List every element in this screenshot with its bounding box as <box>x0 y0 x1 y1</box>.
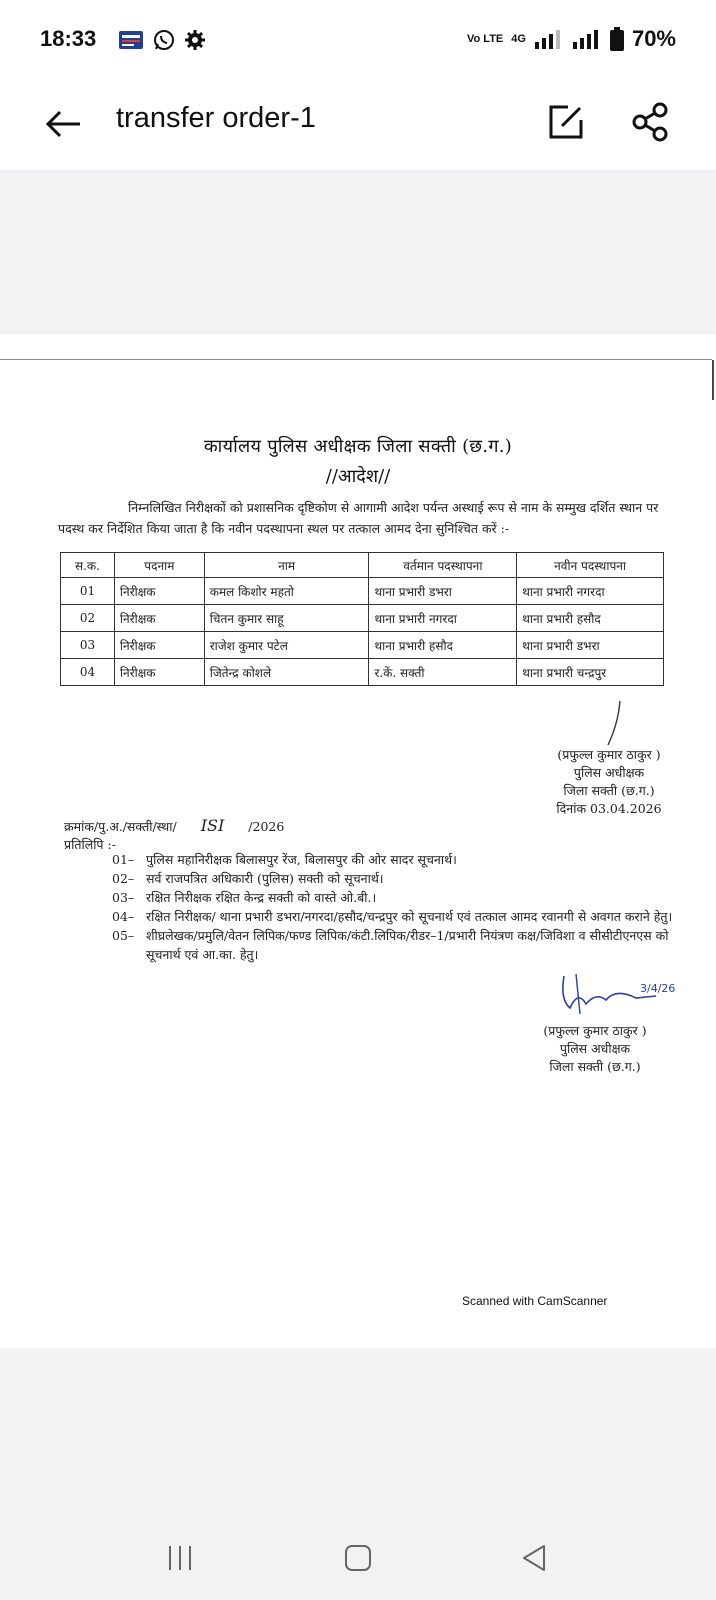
table-row <box>61 605 664 632</box>
settings-gear-icon <box>184 29 206 51</box>
list-item-number: 01– <box>112 852 135 867</box>
status-bar <box>0 0 716 80</box>
copy-label: प्रतिलिपि :- <box>64 837 116 852</box>
table-cell: र.कें. सक्ती <box>369 659 517 686</box>
list-item <box>112 850 682 869</box>
document-page[interactable] <box>0 334 716 1348</box>
signatory-designation: पुलिस अधीक्षक <box>559 1041 631 1056</box>
signatory-designation: पुलिस अधीक्षक <box>573 765 645 780</box>
list-item <box>112 907 682 926</box>
intro-text: निम्नलिखित निरीक्षकों को प्रशासनिक दृष्टिकोण से आगामी आदेश पर्यन्त अस्थाई रूप से नाम के सम्मुख दर्शित स्थान पर पदस्थ कर निर्देशित किया जाता है कि नवीन पदस्थापना स्थल पर तत्काल आमद देना सुनिश्चित करें :- <box>58 500 659 536</box>
list-item-text: रक्षित निरीक्षक रक्षित केन्द्र सक्ती को वास्ते ओ.बी.। <box>146 890 377 905</box>
list-item-text: शीघ्रलेखक/प्रमुलि/वेतन लिपिक/फण्ड लिपिक/कंटी.लिपिक/रीडर–1/प्रभारी नियंत्रण कक्ष/जिविशा व सीसीटीएनएस को सूचनार्थ एवं आ.का. हेतु। <box>146 928 669 962</box>
table-cell: थाना प्रभारी हसौद <box>517 605 664 632</box>
edit-icon[interactable] <box>546 102 586 142</box>
reference-year: /2026 <box>248 819 285 834</box>
reference-line <box>64 816 284 835</box>
table-cell: राजेश कुमार पटेल <box>204 632 369 659</box>
list-item-text: सर्व राजपत्रित अधिकारी (पुलिस) सक्ती को सूचनार्थ। <box>146 871 384 886</box>
office-heading: कार्यालय पुलिस अधीक्षक जिला सक्ती (छ.ग.) <box>203 436 513 457</box>
signature-stroke <box>600 699 630 749</box>
signatory-block-2 <box>520 1022 670 1076</box>
list-item-number: 05– <box>112 928 135 943</box>
app-bar <box>0 80 716 170</box>
table-cell: थाना प्रभारी चन्द्रपुर <box>517 659 664 686</box>
table-row <box>61 632 664 659</box>
table-header: पदनाम <box>114 553 204 578</box>
table-header: नवीन पदस्थापना <box>517 553 664 578</box>
back-triangle-icon[interactable] <box>516 1540 552 1576</box>
order-heading: //आदेश// <box>325 466 391 487</box>
signatory-name: (प्रफुल्ल कुमार ठाकुर ) <box>557 747 661 762</box>
table-cell: कमल किशोर महतो <box>204 578 369 605</box>
table-header: नाम <box>204 553 369 578</box>
table-row <box>61 659 664 686</box>
list-item <box>112 888 682 907</box>
recents-icon[interactable] <box>162 1540 198 1576</box>
list-item-text: रक्षित निरीक्षक/ थाना प्रभारी डभरा/नगरदा/हसौद/चन्द्रपुर को सूचनार्थ एवं तत्काल आमद रवानगी से अवगत कराने हेतु। <box>146 909 673 924</box>
scanner-watermark: Scanned with CamScanner <box>462 1294 608 1308</box>
table-cell: निरीक्षक <box>114 578 204 605</box>
scan-edge-line <box>0 359 712 360</box>
table-cell: थाना प्रभारी डभरा <box>517 632 664 659</box>
table-header: वर्तमान पदस्थापना <box>369 553 517 578</box>
table-row <box>61 578 664 605</box>
network-type: 4G <box>511 33 526 45</box>
table-header: स.क. <box>61 553 115 578</box>
whatsapp-icon <box>152 28 176 52</box>
table-cell: 04 <box>61 659 115 686</box>
notification-icons <box>118 28 206 52</box>
copy-list <box>112 850 682 964</box>
reference-number: ISI <box>200 816 225 835</box>
handwritten-signature <box>556 970 696 1020</box>
intro-paragraph <box>58 497 678 539</box>
signatory-district: जिला सक्ती (छ.ग.) <box>563 783 655 798</box>
table-cell: थाना प्रभारी हसौद <box>369 632 517 659</box>
list-item <box>112 926 682 964</box>
table-cell: निरीक्षक <box>114 605 204 632</box>
table-cell: थाना प्रभारी नगरदा <box>369 605 517 632</box>
arrow-left-icon[interactable] <box>42 102 86 146</box>
signature-date: 3/4/26 <box>640 982 676 995</box>
table-cell: निरीक्षक <box>114 632 204 659</box>
page-title: transfer order-1 <box>116 102 316 134</box>
list-item-number: 02– <box>112 871 135 886</box>
signatory-block-1 <box>534 746 684 818</box>
signal-icon <box>534 28 564 50</box>
system-indicators <box>467 26 676 52</box>
table-cell: जितेन्द्र कोशले <box>204 659 369 686</box>
transfer-table <box>60 552 664 686</box>
table-cell: चितन कुमार साहू <box>204 605 369 632</box>
scan-edge-mark <box>712 360 714 400</box>
signatory-name: (प्रफुल्ल कुमार ठाकुर ) <box>543 1023 647 1038</box>
battery-icon <box>610 27 624 51</box>
volte-label: Vo LTE <box>467 32 504 45</box>
news-app-icon <box>118 29 144 51</box>
status-time: 18:33 <box>40 26 97 51</box>
signatory-district: जिला सक्ती (छ.ग.) <box>549 1059 641 1074</box>
table-cell: थाना प्रभारी नगरदा <box>517 578 664 605</box>
table-cell: थाना प्रभारी डभरा <box>369 578 517 605</box>
list-item-text: पुलिस महानिरीक्षक बिलासपुर रेंज, बिलासपुर की ओर सादर सूचनार्थ। <box>146 852 457 867</box>
reference-prefix: क्रमांक/पु.अ./सक्ती/स्था/ <box>64 819 177 834</box>
table-header-row <box>61 553 664 578</box>
list-item <box>112 869 682 888</box>
battery-level: 70% <box>631 26 676 51</box>
table-cell: 01 <box>61 578 115 605</box>
home-icon[interactable] <box>340 1540 376 1576</box>
table-cell: निरीक्षक <box>114 659 204 686</box>
table-cell: 02 <box>61 605 115 632</box>
list-item-number: 03– <box>112 890 135 905</box>
list-item-number: 04– <box>112 909 135 924</box>
signal-icon-sim2 <box>572 28 602 50</box>
share-icon[interactable] <box>628 100 672 144</box>
navigation-bar <box>0 1512 716 1600</box>
order-date: दिनांक 03.04.2026 <box>556 801 662 816</box>
table-cell: 03 <box>61 632 115 659</box>
